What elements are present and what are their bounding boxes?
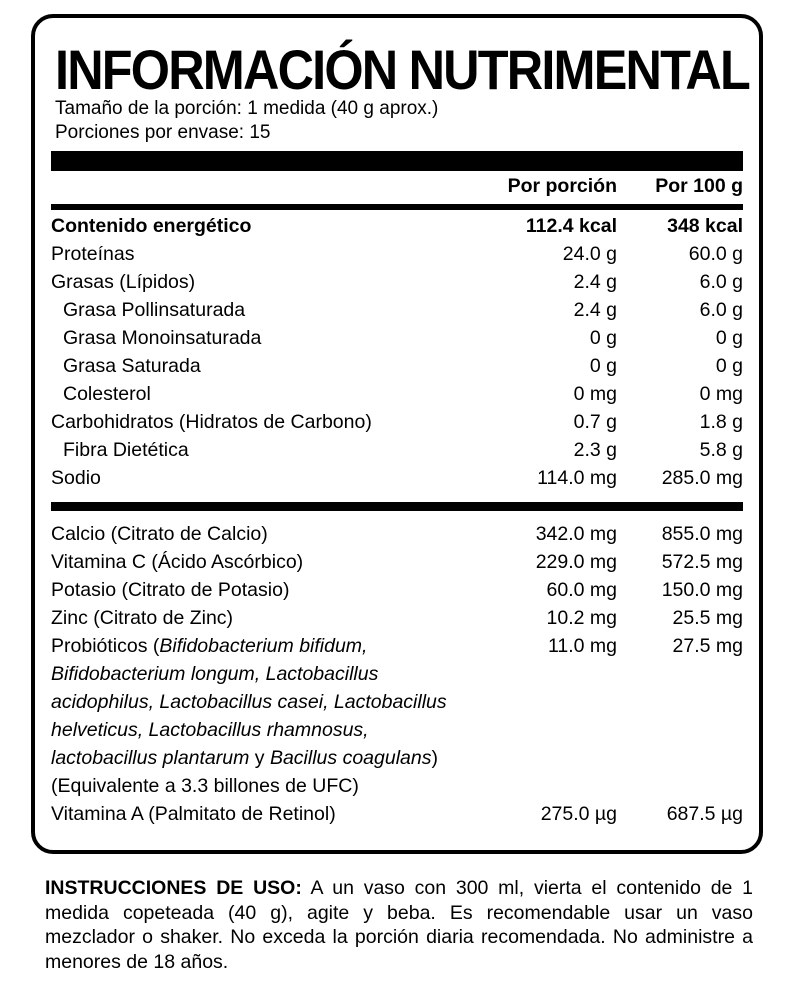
mineral-name: Calcio (Citrato de Calcio) [51, 523, 268, 545]
probiotic-conjunction: y [249, 747, 270, 769]
column-headers [51, 172, 743, 200]
nutrient-name: Grasa Saturada [63, 355, 201, 377]
nutrient-name: Sodio [51, 467, 101, 489]
nutrient-name: Grasa Monoinsaturada [63, 327, 262, 349]
nutrient-per-serving: 2.3 g [573, 439, 617, 461]
nutrient-name: Contenido energético [51, 215, 252, 237]
nutrient-per-serving: 2.4 g [573, 271, 617, 293]
instructions-label: INSTRUCCIONES DE USO: [45, 877, 302, 899]
nutrient-per-serving: 2.4 g [573, 299, 617, 321]
nutrient-per-serving: 0 mg [573, 383, 617, 405]
nutrient-per-100g: 5.8 g [699, 439, 743, 461]
nutrient-row-fiber [51, 436, 743, 464]
servings-per-container: Porciones por envase: 15 [55, 122, 271, 143]
nutrient-row-fats [51, 268, 743, 296]
nutrition-facts-panel [31, 14, 763, 854]
section-divider [51, 204, 743, 210]
probiotic-species: acidophilus, Lactobacillus casei, Lactobacillus [51, 691, 447, 713]
mineral-row-potassium [51, 576, 743, 604]
mineral-per-serving: 229.0 mg [535, 551, 617, 573]
col-per-100g: Por 100 g [655, 175, 743, 197]
nutrient-per-100g: 285.0 mg [661, 467, 743, 489]
probiotic-species-line [51, 744, 438, 772]
section-divider-thick [51, 502, 743, 511]
mineral-name: Zinc (Citrato de Zinc) [51, 607, 234, 629]
nutrient-per-serving: 24.0 g [562, 243, 617, 265]
nutrient-row-monounsaturated [51, 324, 743, 352]
probiotic-species: Bifidobacterium longum, Lactobacillus [51, 663, 379, 685]
probiotic-species: lactobacillus plantarum [51, 747, 250, 769]
nutrient-row-polyunsaturated [51, 296, 743, 324]
mineral-per-100g: 572.5 mg [661, 551, 743, 573]
nutrient-per-100g: 348 kcal [667, 215, 743, 237]
mineral-per-100g: 150.0 mg [661, 579, 743, 601]
nutrient-per-100g: 0 g [715, 355, 743, 377]
vitamin-a-per-100g: 687.5 µg [666, 803, 743, 825]
mineral-name: Potasio (Citrato de Potasio) [51, 579, 290, 601]
nutrient-row-carbohydrates [51, 408, 743, 436]
instructions-text: A un vaso con 300 ml, vierta el contenido de 1 medida copeteada (40 g), agite y beba. Es recomendable usar un vaso mezclador o shaker. No exceda la porción diaria recomendada. No administre a menores de 18 años. [45, 877, 754, 973]
nutrient-name: Grasa Pollinsaturada [63, 299, 246, 321]
nutrient-name: Fibra Dietética [63, 439, 189, 461]
probiotics-label: Probióticos ( [51, 635, 160, 657]
panel-title: INFORMACIÓN NUTRIMENTAL [55, 38, 749, 101]
mineral-per-serving: 10.2 mg [546, 607, 617, 629]
mineral-name: Vitamina C (Ácido Ascórbico) [51, 551, 304, 573]
nutrient-per-serving: 0 g [589, 327, 617, 349]
mineral-row-vitamin-c [51, 548, 743, 576]
nutrient-name: Colesterol [63, 383, 151, 405]
probiotics-equivalent: (Equivalente a 3.3 billones de UFC) [51, 775, 359, 797]
nutrient-per-100g: 0 g [715, 327, 743, 349]
nutrient-per-serving: 114.0 mg [537, 467, 617, 489]
nutrient-per-serving: 0.7 g [573, 411, 617, 433]
vitamin-a-row [51, 800, 743, 828]
nutrient-row-cholesterol [51, 380, 743, 408]
nutrient-row-protein [51, 240, 743, 268]
nutrient-name: Carbohidratos (Hidratos de Carbono) [51, 411, 372, 433]
nutrient-per-100g: 6.0 g [699, 299, 743, 321]
nutrient-per-100g: 1.8 g [699, 411, 743, 433]
probiotic-species: helveticus, Lactobacillus rhamnosus, [51, 719, 369, 741]
probiotic-species: Bifidobacterium bifidum, [159, 635, 368, 657]
col-per-serving: Por porción [507, 175, 617, 197]
nutrient-row-energy [51, 212, 743, 240]
nutrient-row-saturated [51, 352, 743, 380]
mineral-per-100g: 855.0 mg [661, 523, 743, 545]
probiotics-per-serving: 11.0 mg [547, 635, 617, 657]
mineral-row-zinc [51, 604, 743, 632]
nutrient-per-serving: 112.4 kcal [525, 215, 617, 237]
vitamin-a-name: Vitamina A (Palmitato de Retinol) [51, 803, 336, 825]
header-bar [51, 151, 743, 171]
serving-size: Tamaño de la porción: 1 medida (40 g aprox.) [55, 98, 439, 119]
mineral-row-calcium [51, 520, 743, 548]
probiotics-row [51, 632, 743, 660]
probiotic-species: Bacillus coagulans [269, 747, 432, 769]
probiotics-label-line [51, 632, 367, 660]
nutrient-per-100g: 6.0 g [699, 271, 743, 293]
probiotics-per-100g: 27.5 mg [672, 635, 743, 657]
nutrient-per-serving: 0 g [589, 355, 617, 377]
vitamin-a-per-serving: 275.0 µg [540, 803, 617, 825]
nutrient-row-sodium [51, 464, 743, 492]
mineral-per-serving: 60.0 mg [546, 579, 617, 601]
nutrient-per-100g: 60.0 g [688, 243, 743, 265]
nutrient-name: Grasas (Lípidos) [51, 271, 196, 293]
nutrient-name: Proteínas [51, 243, 135, 265]
mineral-per-serving: 342.0 mg [535, 523, 617, 545]
probiotic-close: ) [431, 747, 438, 769]
usage-instructions [45, 876, 753, 974]
mineral-per-100g: 25.5 mg [672, 607, 743, 629]
nutrient-per-100g: 0 mg [699, 383, 743, 405]
